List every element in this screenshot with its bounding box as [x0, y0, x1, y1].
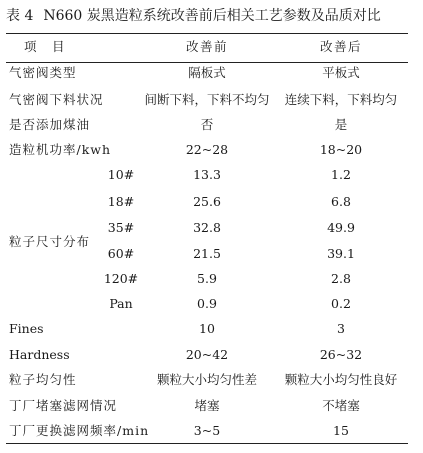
row-before: 堵塞	[194, 398, 220, 413]
row-before: 0.9	[197, 296, 217, 311]
header-after: 改善后	[319, 39, 362, 54]
row-before: 22~28	[185, 142, 229, 157]
row-after: 15	[333, 423, 349, 438]
bottom-rule	[6, 443, 408, 444]
row-before: 21.5	[193, 246, 221, 261]
row-after: 6.8	[331, 194, 351, 209]
row-label: 造粒机功率/kwh	[9, 142, 112, 157]
row-after: 颗粒大小均匀性良好	[284, 372, 398, 387]
mesh-label: Pan	[109, 296, 133, 311]
row-before: 间断下料，下料不均匀	[144, 92, 270, 107]
mesh-label: 60#	[107, 246, 135, 261]
row-before: 3~5	[193, 423, 221, 438]
header-item: 项 目	[24, 39, 67, 54]
row-after: 不堵塞	[322, 398, 360, 413]
top-rule	[6, 33, 408, 34]
row-after: 0.2	[331, 296, 351, 311]
row-before: 25.6	[193, 194, 221, 209]
row-label: 丁厂更换滤网频率/min	[9, 423, 150, 438]
row-before: 10	[199, 321, 215, 336]
table-caption	[6, 5, 381, 27]
row-before: 5.9	[197, 271, 217, 286]
row-after: 3	[337, 321, 345, 336]
table-title: N660 炭黑造粒系统改善前后相关工艺参数及品质对比	[43, 8, 381, 24]
header-before: 改善前	[185, 39, 228, 54]
row-after: 18~20	[319, 142, 363, 157]
row-label: 粒子尺寸分布	[9, 234, 91, 249]
row-after: 是	[334, 117, 348, 132]
row-label: 是否添加煤油	[9, 117, 91, 132]
row-after: 39.1	[327, 246, 355, 261]
row-after: 49.9	[327, 220, 355, 235]
row-after: 26~32	[319, 347, 363, 362]
row-label: 气密阀类型	[9, 65, 77, 80]
mesh-label: 35#	[107, 220, 135, 235]
row-after: 2.8	[331, 271, 351, 286]
row-before: 20~42	[185, 347, 229, 362]
row-label: Hardness	[9, 347, 70, 362]
row-before: 32.8	[193, 220, 221, 235]
mesh-label: 10#	[107, 167, 135, 182]
row-label: 粒子均匀性	[9, 372, 77, 387]
row-label: Fines	[9, 321, 44, 336]
row-after: 连续下料，下料均匀	[284, 92, 398, 107]
row-after: 平板式	[322, 65, 360, 80]
row-before: 隔板式	[188, 65, 226, 80]
table-number: 表 4	[6, 8, 34, 24]
row-before: 13.3	[193, 167, 221, 182]
row-before: 颗粒大小均匀性差	[156, 372, 257, 387]
row-before: 否	[200, 117, 214, 132]
mesh-label: 18#	[107, 194, 135, 209]
row-label: 气密阀下料状况	[9, 92, 104, 107]
row-after: 1.2	[331, 167, 351, 182]
mesh-label: 120#	[103, 271, 139, 286]
row-label: 丁厂堵塞滤网情况	[9, 398, 118, 413]
